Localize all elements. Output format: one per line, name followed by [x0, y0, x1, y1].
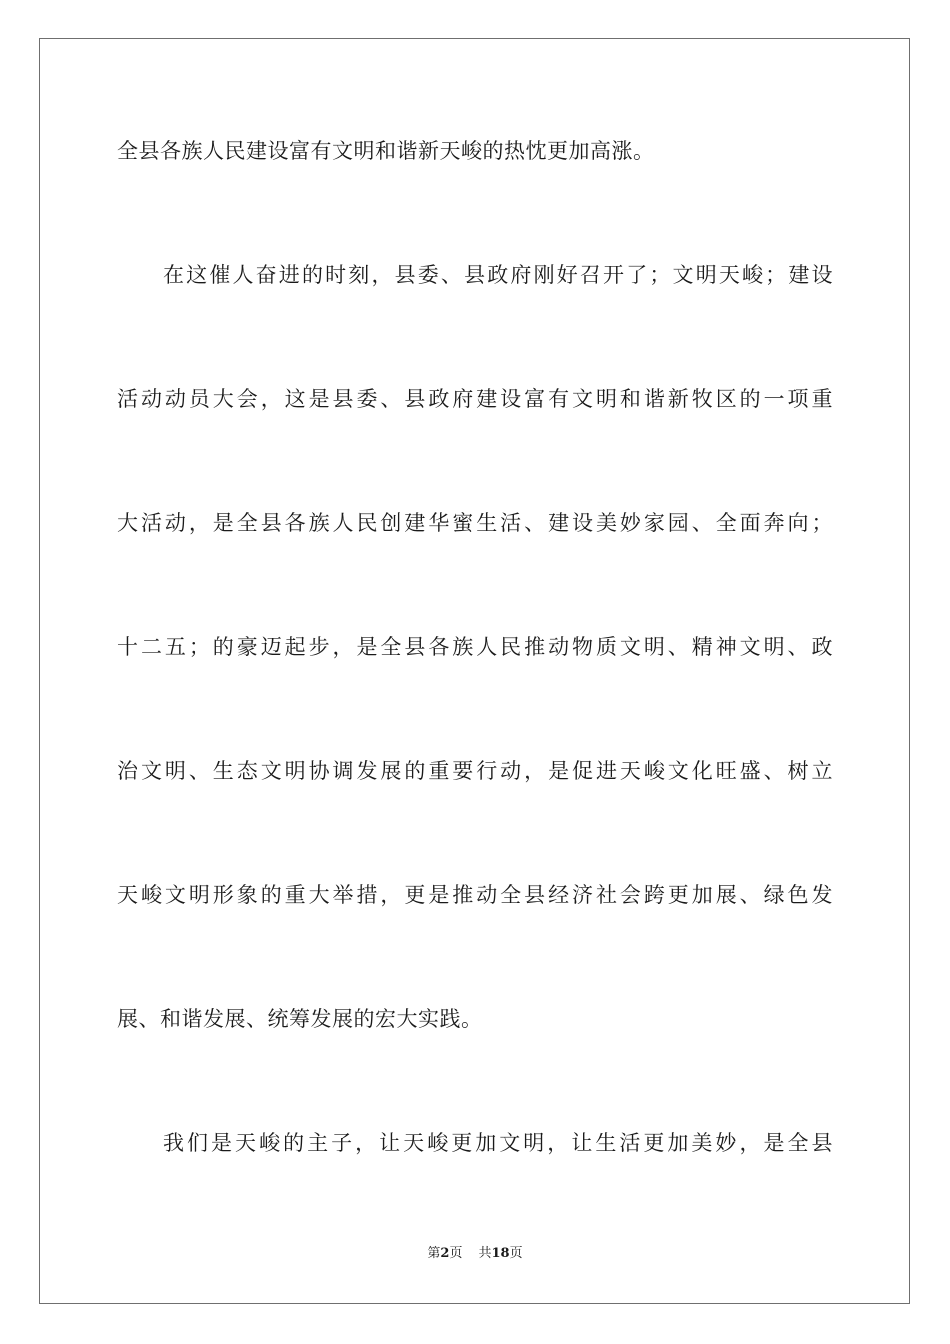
page-prefix: 第	[427, 1246, 441, 1261]
text-line-9: 我们是天峻的主子，让天峻更加文明，让生活更加美妙，是全县	[163, 1131, 833, 1155]
text-line-5: 十二五；的豪迈起步，是全县各族人民推动物质文明、精神文明、政	[117, 635, 833, 659]
text-line-8: 展、和谐发展、统筹发展的宏大实践。	[117, 1007, 483, 1031]
total-pages: 18	[491, 1246, 510, 1261]
page-number: 2	[440, 1246, 450, 1261]
text-line-4: 大活动，是全县各族人民创建华蜜生活、建设美妙家园、全面奔向；	[117, 511, 833, 535]
total-prefix: 共	[478, 1246, 492, 1261]
total-suffix: 页	[509, 1246, 523, 1261]
text-line-3: 活动动员大会，这是县委、县政府建设富有文明和谐新牧区的一项重	[117, 387, 833, 411]
text-line-7: 天峻文明形象的重大举措，更是推动全县经济社会跨更加展、绿色发	[117, 883, 833, 907]
text-line-1: 全县各族人民建设富有文明和谐新天峻的热忱更加高涨。	[117, 139, 655, 163]
page-suffix: 页	[449, 1246, 463, 1261]
text-line-2: 在这催人奋进的时刻，县委、县政府刚好召开了；文明天峻；建设	[163, 263, 833, 287]
page-footer	[0, 1245, 950, 1263]
page-border	[39, 38, 910, 1304]
text-line-6: 治文明、生态文明协调发展的重要行动，是促进天峻文化旺盛、树立	[117, 759, 833, 783]
